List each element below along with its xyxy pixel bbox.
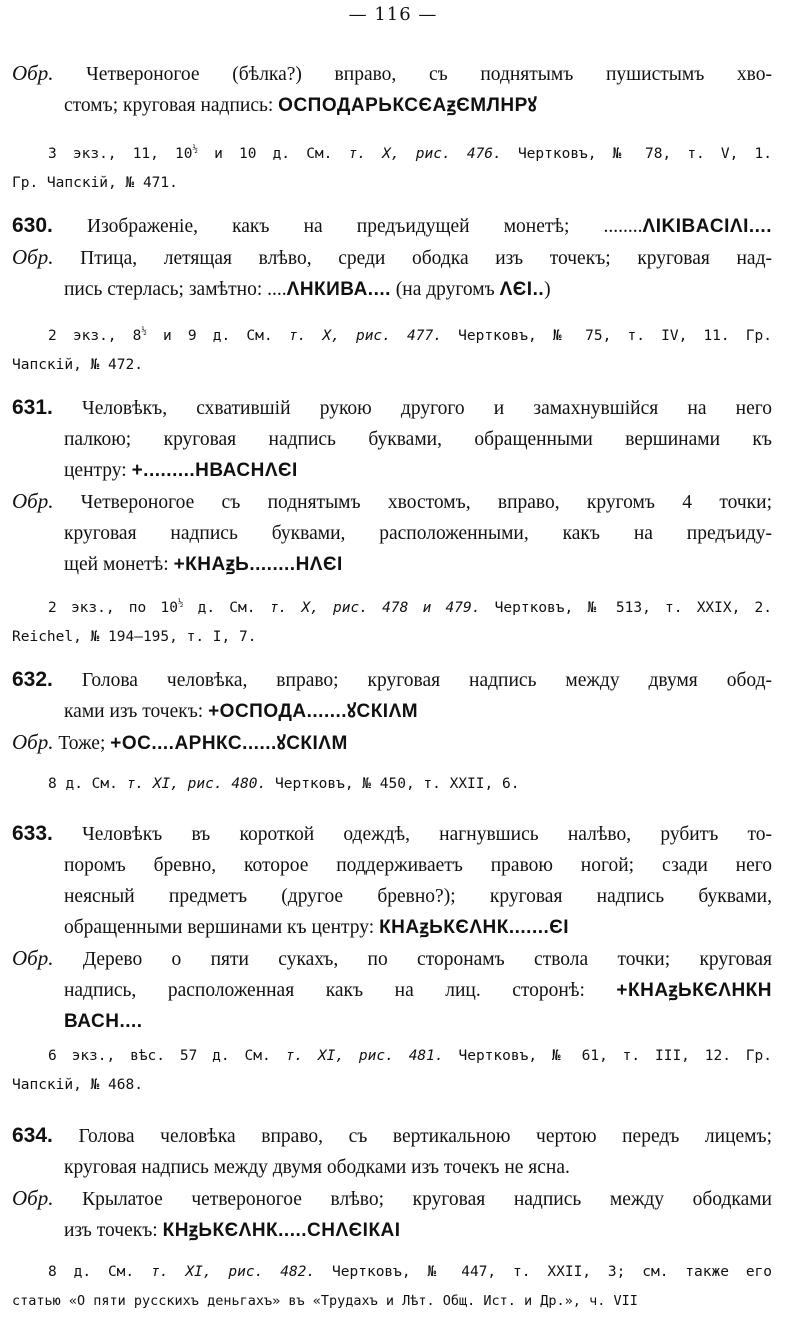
text-line: Обр. Четвероногое съ поднятымъ хвостомъ, вправо, кругомъ 4 точки; [12, 489, 772, 513]
reference-block [12, 136, 772, 198]
entry-number: 631. [12, 396, 53, 419]
reference-line: 8 д. См. т. XI, рис. 480. Чертковъ, № 450, т. XXII, 6. [48, 776, 520, 792]
coin-legend: +ОС....АРНКС......ꙋСКІΛМ [110, 733, 348, 754]
coin-legend: +КНАꙃЬКЄΛНКН [616, 980, 772, 1001]
coin-legend: +КНАꙃЬ........НΛЄΙ [173, 554, 343, 575]
text-line: Обр. Тоже; +ОС....АРНКС......ꙋСКІΛМ [12, 730, 348, 754]
text-line: стомъ; круговая надпись: ОСПОДАРЬКСЄАꙃЄМЛНРꙋ [64, 95, 538, 116]
reference-line: 8 д. См. т. XI, рис. 482. Чертковъ, № 447, т. XXII, 3; см. также его [48, 1264, 772, 1280]
text-line: надпись, расположенная какъ на лиц. сторонѣ: +КНАꙃЬКЄΛНКН [64, 980, 772, 1001]
text-line: 632. Голова человѣка, вправо; круговая надпись между двумя обод- [12, 668, 772, 691]
entry-number: 634. [12, 1124, 53, 1147]
text-line: щей монетѣ: +КНАꙃЬ........НΛЄΙ [64, 554, 343, 575]
coin-legend: ВАСН.... [64, 1011, 143, 1032]
coin-legend: ΛНКИВА.... [286, 279, 391, 300]
coin-legend: КНАꙃЬКЄΛНК.......ЄΙ [379, 917, 570, 938]
entry-629-continued [12, 58, 772, 121]
entry-number: 633. [12, 822, 53, 845]
text-line: 630. Изображеніе, какъ на предъидущей монетѣ; ........ΛΙΚΙΒΑCΙΛΙ.... [12, 214, 772, 237]
text-line: поромъ бревно, которое поддерживаетъ правою ногой; сзади него [64, 855, 772, 876]
entry-630 [12, 210, 772, 305]
entry-number: 630. [12, 214, 53, 237]
coin-legend: ΛЄΙ.. [499, 279, 545, 300]
text-line: обращенными вершинами къ центру: КНАꙃЬКЄΛНК.......ЄΙ [64, 917, 570, 938]
text-line: круговая надпись буквами, расположенными, какъ на предъиду- [64, 523, 772, 544]
reference-line: Гр. Чапскій, № 471. [12, 174, 178, 191]
text-line: ками изъ точекъ: +ОСПОДА.......ꙋСКІΛМ [64, 701, 419, 722]
reference-line: 3 экз., 11, $10^{\frac{1}{2}}$ и 10 д. См. т. X, рис. 476. Чертковъ, № 78, т. V, 1. [48, 145, 772, 162]
coin-legend: КНꙃЬКЄΛНК.....СНΛЄІКАΙ [162, 1220, 401, 1241]
coin-legend: ОСПОДАРЬКСЄАꙃЄМЛНРꙋ [278, 95, 538, 116]
text-line: палкою; круговая надпись буквами, обращенными вершинами къ [64, 429, 772, 450]
entry-632 [12, 664, 772, 759]
coin-legend: +.........НВАСНΛЄΙ [131, 460, 298, 481]
entry-633 [12, 818, 772, 1037]
text-line: центру: +.........НВАСНΛЄΙ [64, 460, 298, 481]
coin-legend: +ОСПОДА.......ꙋСКІΛМ [208, 701, 419, 722]
reference-block [12, 1042, 772, 1100]
entry-631 [12, 392, 772, 580]
reference-line: Чапскій, № 468. [12, 1077, 143, 1093]
text-line: 631. Человѣкъ, схватившій рукою другого и замахнувшійся на него [12, 396, 772, 419]
text-line: Обр. Птица, летящая влѣво, среди ободка изъ точекъ; круговая над- [12, 245, 772, 269]
text-line: неясный предметъ (другое бревно?); круговая надпись буквами, [64, 886, 772, 907]
reference-line: Чапскій, № 472. [12, 356, 143, 373]
text-line: 633. Человѣкъ въ короткой одеждѣ, нагнувшись налѣво, рубитъ то- [12, 822, 772, 845]
text-line: изъ точекъ: КНꙃЬКЄΛНК.....СНΛЄІКАΙ [64, 1220, 401, 1241]
text-line: пись стерлась; замѣтно: ....ΛНКИВА.... (на другомъ ΛЄΙ..) [64, 279, 551, 300]
text-line: Обр. Четвероногое (бѣлка?) вправо, съ поднятымъ пушистымъ хво- [12, 61, 772, 85]
text-line [12, 1006, 772, 1037]
text-line: Обр. Крылатое четвероногое влѣво; круговая надпись между ободками [12, 1186, 772, 1210]
reference-line: 2 экз., по $10^{\frac{1}{2}}$ д. См. т. X, рис. 478 и 479. Чертковъ, № 513, т. XXIX, 2. [48, 599, 772, 616]
coin-legend: ΛΙΚΙΒΑCΙΛΙ.... [642, 216, 772, 237]
text-line: Обр. Дерево о пяти сукахъ, по сторонамъ ствола точки; круговая [12, 946, 772, 970]
text-line: круговая надпись между двумя ободками изъ точекъ не ясна. [64, 1157, 570, 1178]
reference-line: Reichel, № 194—195, т. I, 7. [12, 628, 257, 645]
text-line: 634. Голова человѣка вправо, съ вертикальною чертою передъ лицемъ; [12, 1124, 772, 1147]
entry-634 [12, 1120, 772, 1246]
entry-number: 632. [12, 668, 53, 691]
reference-block [12, 1258, 772, 1316]
reference-line: статью «О пяти русскихъ деньгахъ» въ «Трудахъ и Лѣт. Общ. Ист. и Др.», ч. VII [12, 1293, 638, 1309]
reference-line: 2 экз., $8^{\frac{1}{2}}$ и 9 д. См. т. X, рис. 477. Чертковъ, № 75, т. IV, 11. Гр. [48, 327, 772, 344]
reference-block [12, 590, 772, 652]
reference-line: 6 экз., вѣс. 57 д. См. т. XI, рис. 481. Чертковъ, № 61, т. III, 12. Гр. [48, 1048, 772, 1064]
page-number: — 116 — [348, 4, 438, 25]
reference-block [12, 770, 772, 799]
reference-block [12, 318, 772, 380]
